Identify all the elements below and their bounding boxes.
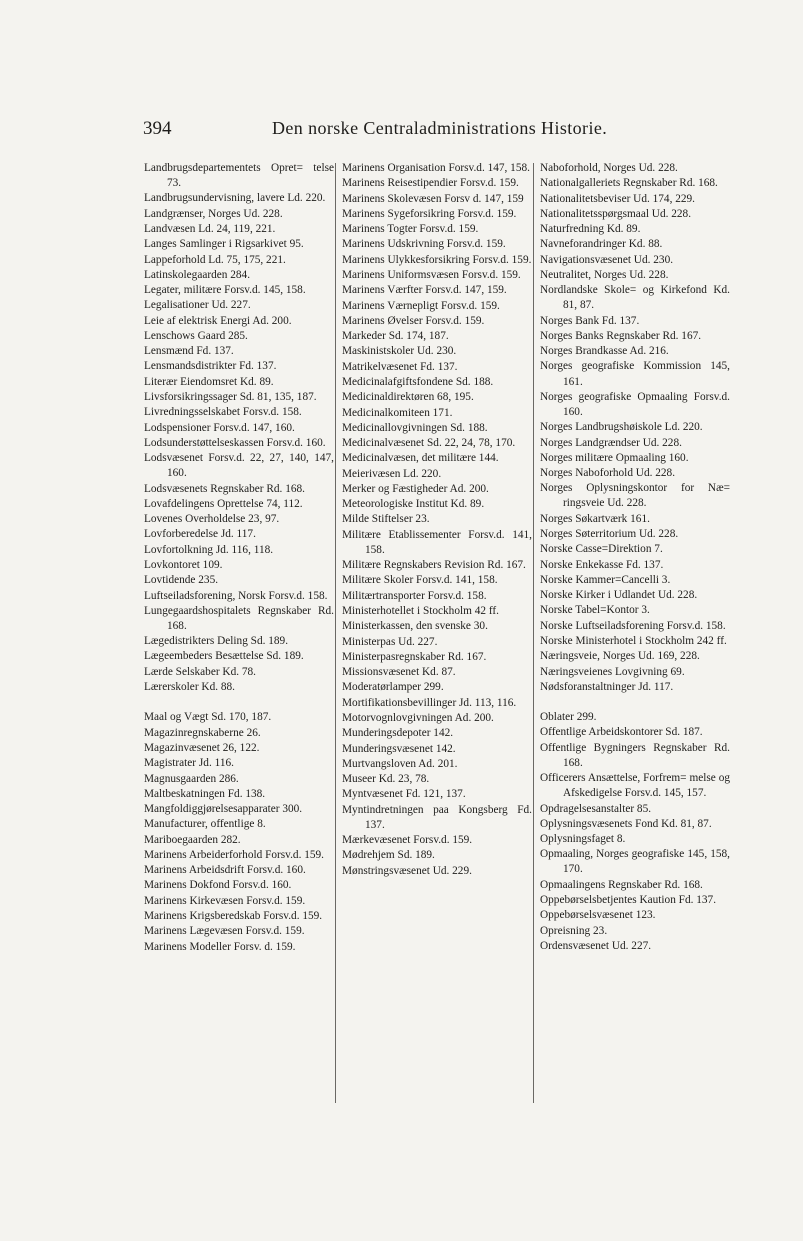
index-entry: Norske Ministerhotel i Stockholm 242 ff. — [540, 634, 727, 647]
index-entry: Navneforandringer Kd. 88. — [540, 238, 663, 251]
index-entry: Norske Tabel=Kontor 3. — [540, 604, 650, 617]
index-entry: Landvæsen Ld. 24, 119, 221. — [144, 222, 276, 235]
index-entry: Maltbeskatningen Fd. 138. — [144, 787, 266, 800]
index-entry: Norges Oplysningskontor for Næ= ringsveie Ud. 228. — [540, 482, 730, 510]
index-entry: Marinens Lægevæsen Forsv.d. 159. — [144, 925, 305, 938]
index-entry: Marinens Togter Forsv.d. 159. — [342, 223, 479, 236]
index-entry: Ordensvæsenet Ud. 227. — [540, 939, 652, 952]
index-entry: Norske Kammer=Cancelli 3. — [540, 573, 671, 586]
index-entry: Officerers Ansættelse, Forfrem= melse og Afskedigelse Forsv.d. 145, 157. — [540, 772, 730, 800]
index-entry: Offentlige Bygningers Regnskaber Rd. 168. — [540, 741, 730, 769]
index-entry: Legater, militære Forsv.d. 145, 158. — [144, 284, 306, 297]
index-column-2 — [342, 161, 532, 879]
index-entry: Moderatørlamper 299. — [342, 681, 444, 694]
index-entry: Latinskolegaarden 284. — [144, 268, 251, 281]
index-entry: Myntindretningen paa Kongsberg Fd. 137. — [342, 803, 532, 831]
index-entry: Meierivæsen Ld. 220. — [342, 467, 442, 480]
index-entry: Lærde Selskaber Kd. 78. — [144, 665, 257, 678]
index-entry: Magistrater Jd. 116. — [144, 757, 234, 770]
index-entry: Næringsveienes Lovgivning 69. — [540, 665, 685, 678]
index-entry: Oblater 299. — [540, 711, 597, 724]
index-entry: Lovenes Overholdelse 23, 97. — [144, 513, 280, 526]
index-entry: Lovfortolkning Jd. 116, 118. — [144, 543, 274, 556]
index-entry: Militære Regnskabers Revision Rd. 167. — [342, 559, 526, 572]
index-entry: Lappeforhold Ld. 75, 175, 221. — [144, 253, 286, 266]
index-entry: Maskinistskoler Ud. 230. — [342, 345, 457, 358]
index-entry: Livredningsselskabet Forsv.d. 158. — [144, 406, 302, 419]
index-entry: Medicinaldirektøren 68, 195. — [342, 391, 474, 404]
index-entry: Medicinalafgiftsfondene Sd. 188. — [342, 375, 494, 388]
index-entry: Ministerkassen, den svenske 30. — [342, 620, 488, 633]
index-entry: Marinens Værnepligt Forsv.d. 159. — [342, 299, 500, 312]
index-entry: Norges Landbrugshøiskole Ld. 220. — [540, 421, 703, 434]
index-entry: Norges militære Opmaaling 160. — [540, 451, 689, 464]
index-entry: Opdragelsesanstalter 85. — [540, 802, 652, 815]
index-entry: Norges Søkartværk 161. — [540, 512, 650, 525]
index-entry: Lægeembeders Besættelse Sd. 189. — [144, 650, 304, 663]
index-entry: Magazinregnskaberne 26. — [144, 726, 261, 739]
index-entry: Norske Kirker i Udlandet Ud. 228. — [540, 589, 698, 602]
index-entry: Marinens Ulykkesforsikring Forsv.d. 159. — [342, 253, 532, 266]
index-entry: Opmaalingens Regnskaber Rd. 168. — [540, 878, 703, 891]
index-entry: Marinens Reisestipendier Forsv.d. 159. — [342, 177, 519, 190]
index-entry: Marinens Modeller Forsv. d. 159. — [144, 940, 296, 953]
index-entry: Markeder Sd. 174, 187. — [342, 330, 449, 343]
index-entry: Manufacturer, offentlige 8. — [144, 818, 266, 831]
index-entry: Lungegaardshospitalets Regnskaber Rd. 168. — [144, 604, 334, 632]
index-entry: Lenschows Gaard 285. — [144, 329, 248, 342]
index-entry: Munderingsvæsenet 142. — [342, 742, 456, 755]
index-entry: Medicinalkomiteen 171. — [342, 406, 453, 419]
index-entry: Norske Enkekasse Fd. 137. — [540, 558, 664, 571]
index-entry: Nationalitetsspørgsmaal Ud. 228. — [540, 207, 692, 220]
column-divider-1 — [335, 163, 336, 1103]
index-entry: Oppebørselsvæsenet 123. — [540, 909, 656, 922]
index-entry: Ministerpasregnskaber Rd. 167. — [342, 650, 487, 663]
index-entry: Oppebørselsbetjentes Kaution Fd. 137. — [540, 894, 717, 906]
index-entry: Marinens Udskrivning Forsv.d. 159. — [342, 238, 506, 251]
index-entry: Mønstringsvæsenet Ud. 229. — [342, 864, 472, 877]
index-entry: Myntvæsenet Fd. 121, 137. — [342, 788, 466, 801]
index-entry: Mærkevæsenet Forsv.d. 159. — [342, 834, 473, 846]
index-entry: Legalisationer Ud. 227. — [144, 299, 251, 312]
index-entry: Lovforberedelse Jd. 117. — [144, 528, 256, 541]
index-entry: Næringsveie, Norges Ud. 169, 228. — [540, 650, 700, 663]
index-entry: Naturfredning Kd. 89. — [540, 223, 641, 236]
index-entry: Luftseiladsforening, Norsk Forsv.d. 158. — [144, 589, 328, 602]
index-entry: Landgrænser, Norges Ud. 228. — [144, 207, 283, 220]
index-entry: Norske Casse=Direktion 7. — [540, 543, 663, 556]
index-entry: Norges geografiske Kommission 145, 161. — [540, 360, 730, 388]
index-entry: Lægedistrikters Deling Sd. 189. — [144, 635, 289, 648]
letter-section-gap — [144, 695, 334, 710]
index-entry: Nationalgalleriets Regnskaber Rd. 168. — [540, 177, 718, 190]
index-entry: Norges Naboforhold Ud. 228. — [540, 467, 676, 480]
index-entry: Nationalitetsbeviser Ud. 174, 229. — [540, 192, 695, 205]
index-entry: Opreisning 23. — [540, 924, 608, 937]
index-entry: Missionsvæsenet Kd. 87. — [342, 666, 456, 679]
index-entry: Mortifikationsbevillinger Jd. 113, 116. — [342, 696, 517, 709]
index-entry: Marinens Øvelser Forsv.d. 159. — [342, 314, 485, 327]
index-entry: Murtvangsloven Ad. 201. — [342, 757, 458, 770]
running-title: Den norske Centraladministrations Historie. — [272, 118, 608, 138]
letter-section-gap — [540, 695, 730, 710]
page-header — [0, 118, 803, 148]
index-entry: Norges Søterritorium Ud. 228. — [540, 528, 679, 540]
index-entry: Merker og Fæstigheder Ad. 200. — [342, 482, 489, 495]
index-entry: Mødrehjem Sd. 189. — [342, 849, 435, 862]
index-entry: Motorvognlovgivningen Ad. 200. — [342, 711, 494, 724]
index-entry: Norges Landgrændser Ud. 228. — [540, 436, 682, 449]
index-entry: Lærerskoler Kd. 88. — [144, 681, 235, 693]
index-entry: Militære Skoler Forsv.d. 141, 158. — [342, 574, 498, 587]
column-divider-2 — [533, 163, 534, 1103]
index-entry: Marinens Krigsberedskab Forsv.d. 159. — [144, 910, 323, 923]
index-entry: Medicinalvæsenet Sd. 22, 24, 78, 170. — [342, 437, 516, 450]
index-entry: Milde Stiftelser 23. — [342, 513, 430, 526]
index-entry: Nødsforanstaltninger Jd. 117. — [540, 680, 674, 693]
index-entry: Ministerhotellet i Stockholm 42 ff. — [342, 604, 499, 617]
index-entry: Marinens Dokfond Forsv.d. 160. — [144, 879, 292, 892]
index-entry: Naboforhold, Norges Ud. 228. — [540, 162, 678, 174]
index-entry: Navigationsvæsenet Ud. 230. — [540, 253, 674, 266]
index-entry: Munderingsdepoter 142. — [342, 727, 454, 740]
index-entry: Marinens Organisation Forsv.d. 147, 158. — [342, 162, 530, 174]
index-entry: Oplysningsfaget 8. — [540, 833, 626, 846]
index-entry: Norges Banks Regnskaber Rd. 167. — [540, 329, 702, 342]
index-entry: Marinens Skolevæsen Forsv d. 147, 159 — [342, 192, 524, 205]
index-entry: Nordlandske Skole= og Kirkefond Kd. 81, 87. — [540, 284, 730, 312]
index-entry: Mariboegaarden 282. — [144, 833, 241, 846]
index-entry: Marinens Værfter Forsv.d. 147, 159. — [342, 284, 507, 297]
index-entry: Lodspensioner Forsv.d. 147, 160. — [144, 421, 295, 434]
index-entry: Norges Bank Fd. 137. — [540, 314, 640, 327]
index-entry: Museer Kd. 23, 78. — [342, 773, 430, 786]
index-entry: Meteorologiske Institut Kd. 89. — [342, 498, 485, 511]
index-entry: Lovafdelingens Oprettelse 74, 112. — [144, 497, 303, 510]
index-entry: Magnusgaarden 286. — [144, 772, 239, 785]
index-entry: Maal og Vægt Sd. 170, 187. — [144, 711, 272, 724]
index-entry: Medicinalvæsen, det militære 144. — [342, 452, 499, 465]
index-entry: Livsforsikringssager Sd. 81, 135, 187. — [144, 391, 317, 404]
index-entry: Landbrugsundervisning, lavere Ld. 220. — [144, 192, 326, 205]
index-entry: Lodsunderstøttelseskassen Forsv.d. 160. — [144, 436, 326, 449]
index-entry: Lodsvæsenets Regnskaber Rd. 168. — [144, 482, 305, 495]
index-entry: Landbrugsdepartementets Opret= telse 73. — [144, 162, 334, 190]
index-entry: Lovtidende 235. — [144, 574, 219, 587]
index-entry: Neutralitet, Norges Ud. 228. — [540, 268, 669, 281]
index-entry: Marinens Uniformsvæsen Forsv.d. 159. — [342, 268, 521, 281]
index-entry: Leie af elektrisk Energi Ad. 200. — [144, 314, 292, 327]
index-column-3 — [540, 161, 730, 954]
index-entry: Literær Eiendomsret Kd. 89. — [144, 375, 274, 388]
index-entry: Norske Luftseiladsforening Forsv.d. 158. — [540, 619, 726, 632]
index-entry: Norges geografiske Opmaaling Forsv.d. 160. — [540, 390, 730, 418]
page-number: 394 — [143, 118, 172, 139]
index-entry: Opmaaling, Norges geografiske 145, 158, 170. — [540, 848, 730, 876]
index-entry: Norges Brandkasse Ad. 216. — [540, 345, 669, 358]
index-entry: Marinens Kirkevæsen Forsv.d. 159. — [144, 894, 306, 907]
index-entry: Militære Etablissementer Forsv.d. 141, 158. — [342, 528, 532, 556]
index-entry: Lodsvæsenet Forsv.d. 22, 27, 140, 147, 160. — [144, 452, 334, 480]
index-entry: Militærtransporter Forsv.d. 158. — [342, 589, 487, 602]
index-entry: Matrikelvæsenet Fd. 137. — [342, 360, 458, 373]
index-entry: Lensmandsdistrikter Fd. 137. — [144, 360, 277, 373]
index-entry: Langes Samlinger i Rigsarkivet 95. — [144, 238, 304, 251]
index-entry: Medicinallovgivningen Sd. 188. — [342, 421, 488, 434]
index-entry: Marinens Arbeidsdrift Forsv.d. 160. — [144, 864, 306, 877]
index-entry: Lovkontoret 109. — [144, 558, 223, 571]
index-entry: Offentlige Arbeidskontorer Sd. 187. — [540, 726, 703, 739]
index-entry: Marinens Arbeiderforhold Forsv.d. 159. — [144, 848, 324, 861]
index-entry: Oplysningsvæsenets Fond Kd. 81, 87. — [540, 817, 712, 830]
index-entry: Magazinvæsenet 26, 122. — [144, 741, 260, 754]
index-column-1 — [144, 161, 334, 955]
index-entry: Ministerpas Ud. 227. — [342, 635, 438, 648]
index-entry: Mangfoldiggjørelsesapparater 300. — [144, 803, 303, 816]
index-entry: Lensmænd Fd. 137. — [144, 345, 234, 358]
index-entry: Marinens Sygeforsikring Forsv.d. 159. — [342, 207, 517, 220]
